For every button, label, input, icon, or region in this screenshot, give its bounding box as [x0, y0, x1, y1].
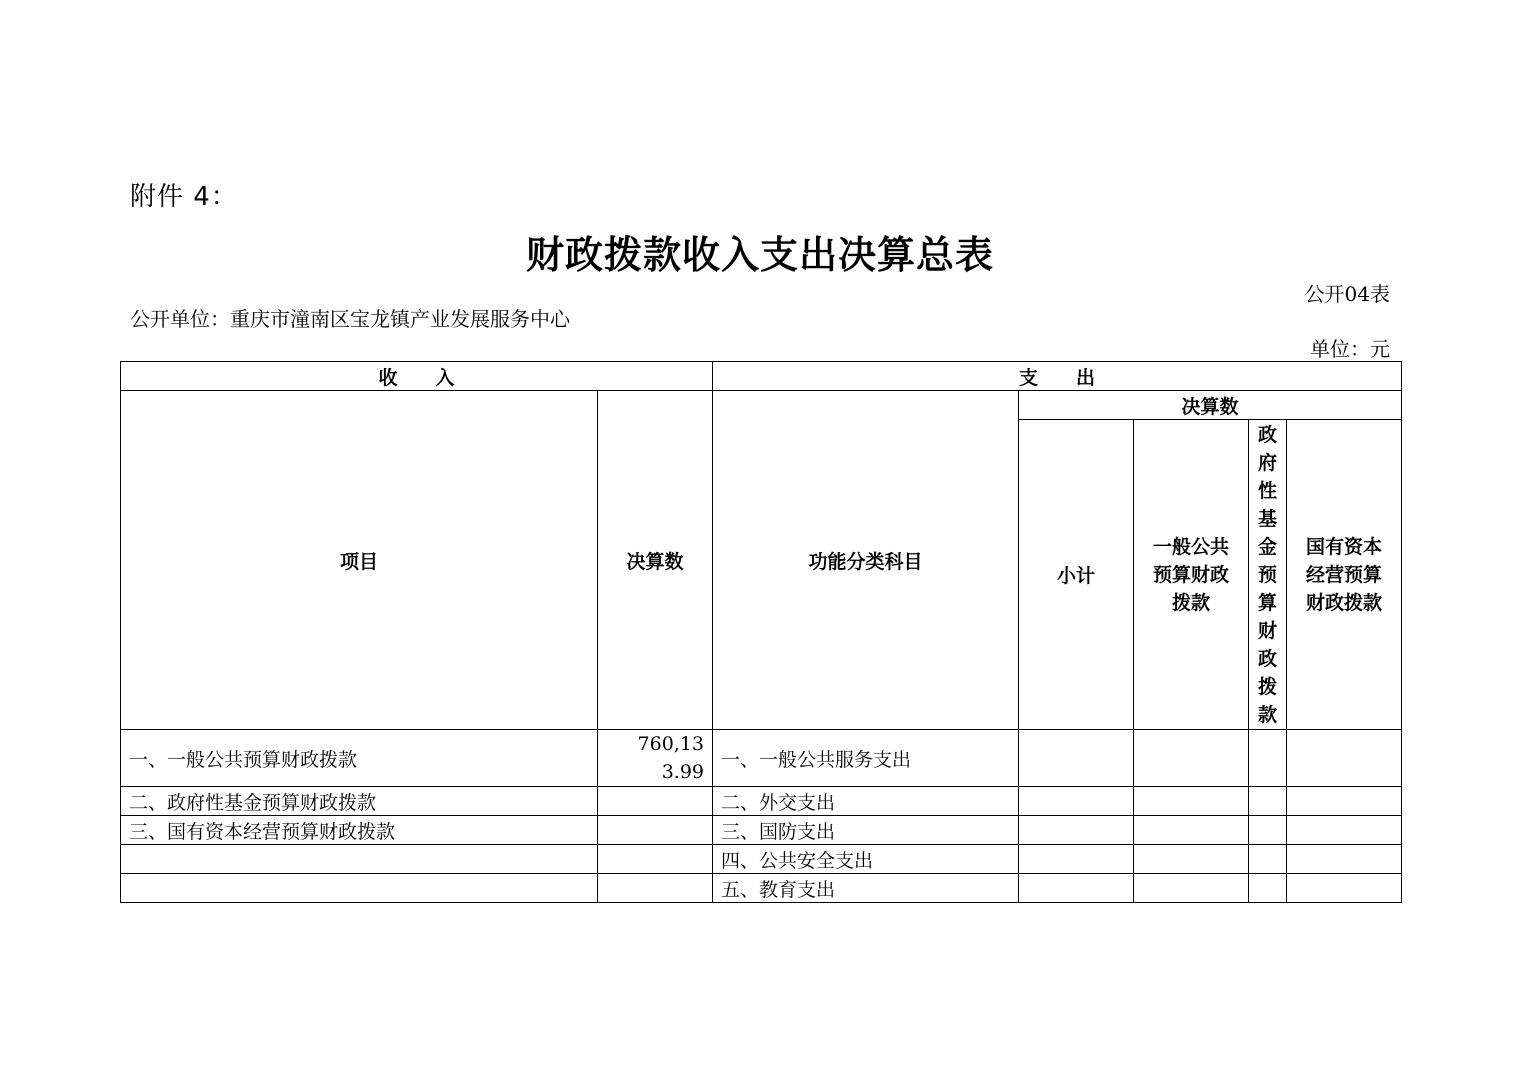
row-item: 一、一般公共预算财政拨款: [121, 730, 598, 787]
row-item: 二、政府性基金预算财政拨款: [121, 787, 598, 816]
row-amount: [598, 816, 713, 845]
row-gov-fund: [1249, 845, 1287, 874]
row-amount: [598, 787, 713, 816]
row-state-capital: [1287, 845, 1402, 874]
column-header-general: [1134, 420, 1249, 730]
row-general: [1134, 874, 1249, 903]
row-subtotal: [1019, 787, 1134, 816]
income-header: 收 入: [121, 362, 713, 391]
row-general: [1134, 787, 1249, 816]
row-general: [1134, 730, 1249, 787]
row-item: 三、国有资本经营预算财政拨款: [121, 816, 598, 845]
table-row: [121, 874, 1402, 903]
publishing-unit: 公开单位：重庆市潼南区宝龙镇产业发展服务中心: [130, 307, 570, 331]
row-state-capital: [1287, 787, 1402, 816]
row-amount: [598, 730, 713, 787]
row-amount: [598, 845, 713, 874]
column-header-subtotal: [1019, 420, 1134, 730]
column-header-gov-fund-text: 政府性基金预算财政拨款: [1258, 423, 1278, 726]
column-group-header-final: 决算数: [1019, 391, 1402, 420]
table-row: [121, 816, 1402, 845]
row-function: 三、国防支出: [713, 816, 1019, 845]
row-state-capital: [1287, 874, 1402, 903]
row-subtotal: [1019, 874, 1134, 903]
row-item: [121, 845, 598, 874]
row-function: 五、教育支出: [713, 874, 1019, 903]
column-header-gov-fund: [1249, 420, 1287, 730]
column-header-amount: 决算数: [598, 391, 713, 730]
column-header-state-capital: [1287, 420, 1402, 730]
form-number: 公开04表: [1304, 282, 1390, 306]
row-function: 二、外交支出: [713, 787, 1019, 816]
row-subtotal: [1019, 845, 1134, 874]
row-general: [1134, 845, 1249, 874]
row-function: 一、一般公共服务支出: [713, 730, 1019, 787]
column-header-item: 项目: [121, 391, 598, 730]
row-function: 四、公共安全支出: [713, 845, 1019, 874]
table-row: [121, 787, 1402, 816]
column-header-general-text: 一般公共预算财政拨款: [1153, 535, 1230, 614]
row-item: [121, 874, 598, 903]
row-state-capital: [1287, 730, 1402, 787]
row-gov-fund: [1249, 816, 1287, 845]
row-state-capital: [1287, 816, 1402, 845]
row-amount: [598, 874, 713, 903]
row-general: [1134, 816, 1249, 845]
table-row: [121, 730, 1402, 787]
row-gov-fund: [1249, 730, 1287, 787]
column-header-function: 功能分类科目: [713, 391, 1019, 730]
column-header-subtotal-text: 小计: [1057, 565, 1096, 587]
budget-summary-table: [120, 361, 1402, 903]
currency-unit: 单位：元: [1310, 337, 1390, 361]
expense-header: 支 出: [713, 362, 1402, 391]
row-subtotal: [1019, 816, 1134, 845]
row-gov-fund: [1249, 874, 1287, 903]
attachment-label: 附件 4：: [130, 182, 238, 212]
table-row: [121, 845, 1402, 874]
row-gov-fund: [1249, 787, 1287, 816]
row-amount-text: 760,133.99: [637, 733, 705, 783]
document-title: 财政拨款收入支出决算总表: [525, 233, 994, 277]
row-subtotal: [1019, 730, 1134, 787]
column-header-state-capital-text: 国有资本经营预算财政拨款: [1306, 535, 1383, 614]
